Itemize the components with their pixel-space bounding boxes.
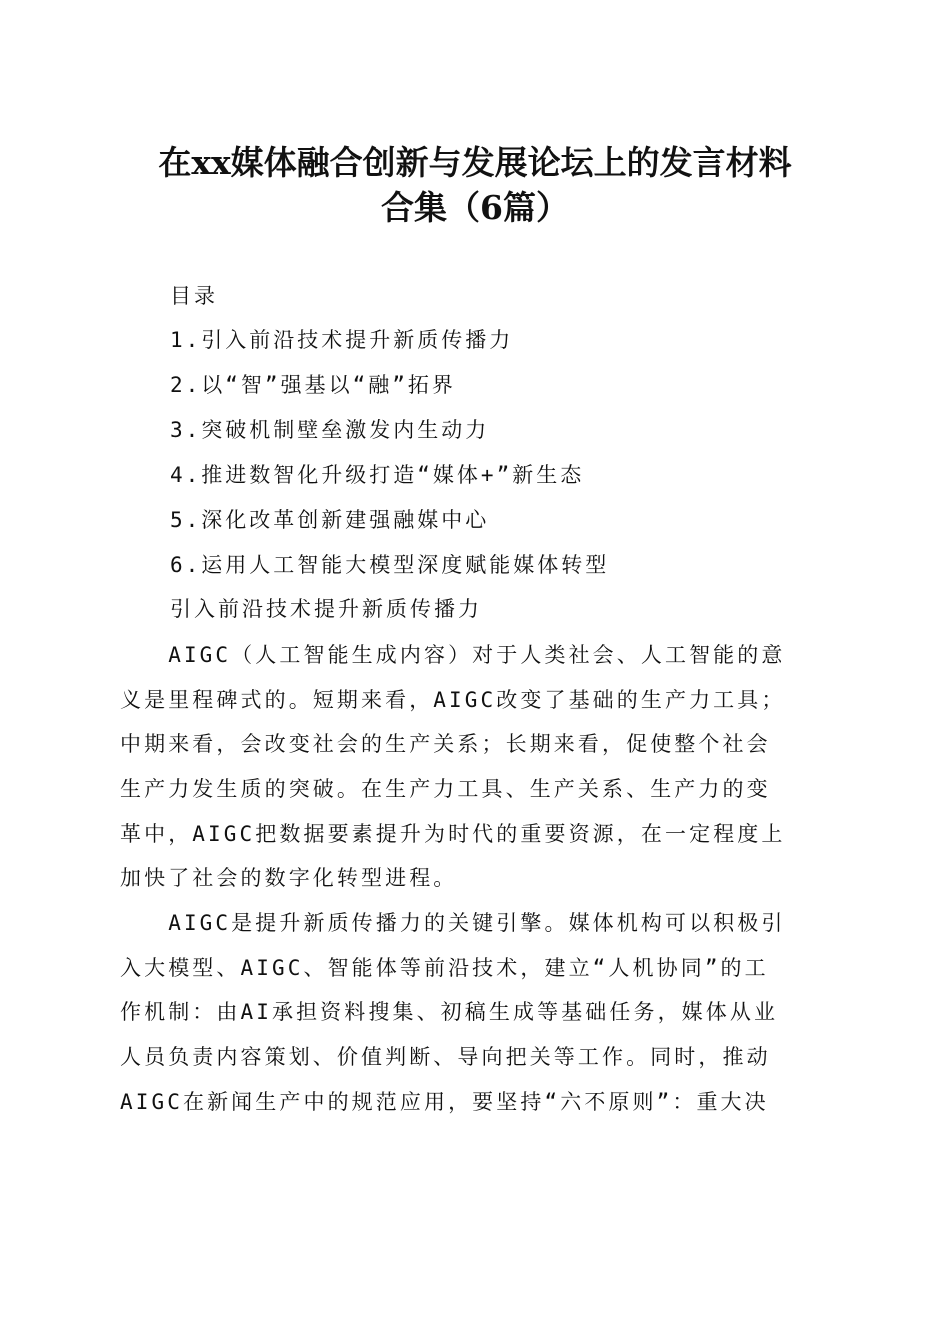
- toc-item: 6.运用人工智能大模型深度赋能媒体转型: [170, 553, 610, 577]
- paragraph-line: 生产力发生质的突破。在生产力工具、生产关系、生产力的变: [120, 777, 771, 802]
- toc-item: 3.突破机制壁垒激发内生动力: [170, 418, 490, 442]
- toc-item: 1.引入前沿技术提升新质传播力: [170, 328, 514, 352]
- paragraph-line: AIGC是提升新质传播力的关键引擎。媒体机构可以积极引: [120, 911, 786, 935]
- document-title-line-2: 合集（6篇）: [381, 188, 569, 227]
- body-paragraph-1: [120, 633, 826, 901]
- toc-heading: 目录: [170, 284, 218, 308]
- paragraph-line: 加快了社会的数字化转型进程。: [120, 866, 458, 891]
- toc-item: 2.以“智”强基以“融”拓界: [170, 373, 456, 397]
- paragraph-line: 作机制：由AI承担资料搜集、初稿生成等基础任务，媒体从业: [120, 1000, 779, 1025]
- paragraph-line: 人员负责内容策划、价值判断、导向把关等工作。同时，推动: [120, 1045, 771, 1070]
- paragraph-line: AIGC在新闻生产中的规范应用，要坚持“六不原则”：重大决: [120, 1089, 769, 1114]
- paragraph-line: 革中，AIGC把数据要素提升为时代的重要资源，在一定程度上: [120, 821, 786, 846]
- section-heading: 引入前沿技术提升新质传播力: [170, 597, 482, 621]
- toc-item: 4.推进数智化升级打造“媒体+”新生态: [170, 463, 585, 487]
- paragraph-line: 入大模型、AIGC、智能体等前沿技术，建立“人机协同”的工: [120, 955, 769, 980]
- document-title-line-1: 在xx媒体融合创新与发展论坛上的发言材料: [158, 143, 792, 182]
- paragraph-line: AIGC（人工智能生成内容）对于人类社会、人工智能的意: [120, 643, 786, 667]
- paragraph-line: 义是里程碑式的。短期来看，AIGC改变了基础的生产力工具；: [120, 687, 786, 712]
- toc-item: 5.深化改革创新建强融媒中心: [170, 508, 490, 532]
- paragraph-line: 中期来看，会改变社会的生产关系；长期来看，促使整个社会: [120, 732, 771, 757]
- body-paragraph-2: [120, 901, 826, 1124]
